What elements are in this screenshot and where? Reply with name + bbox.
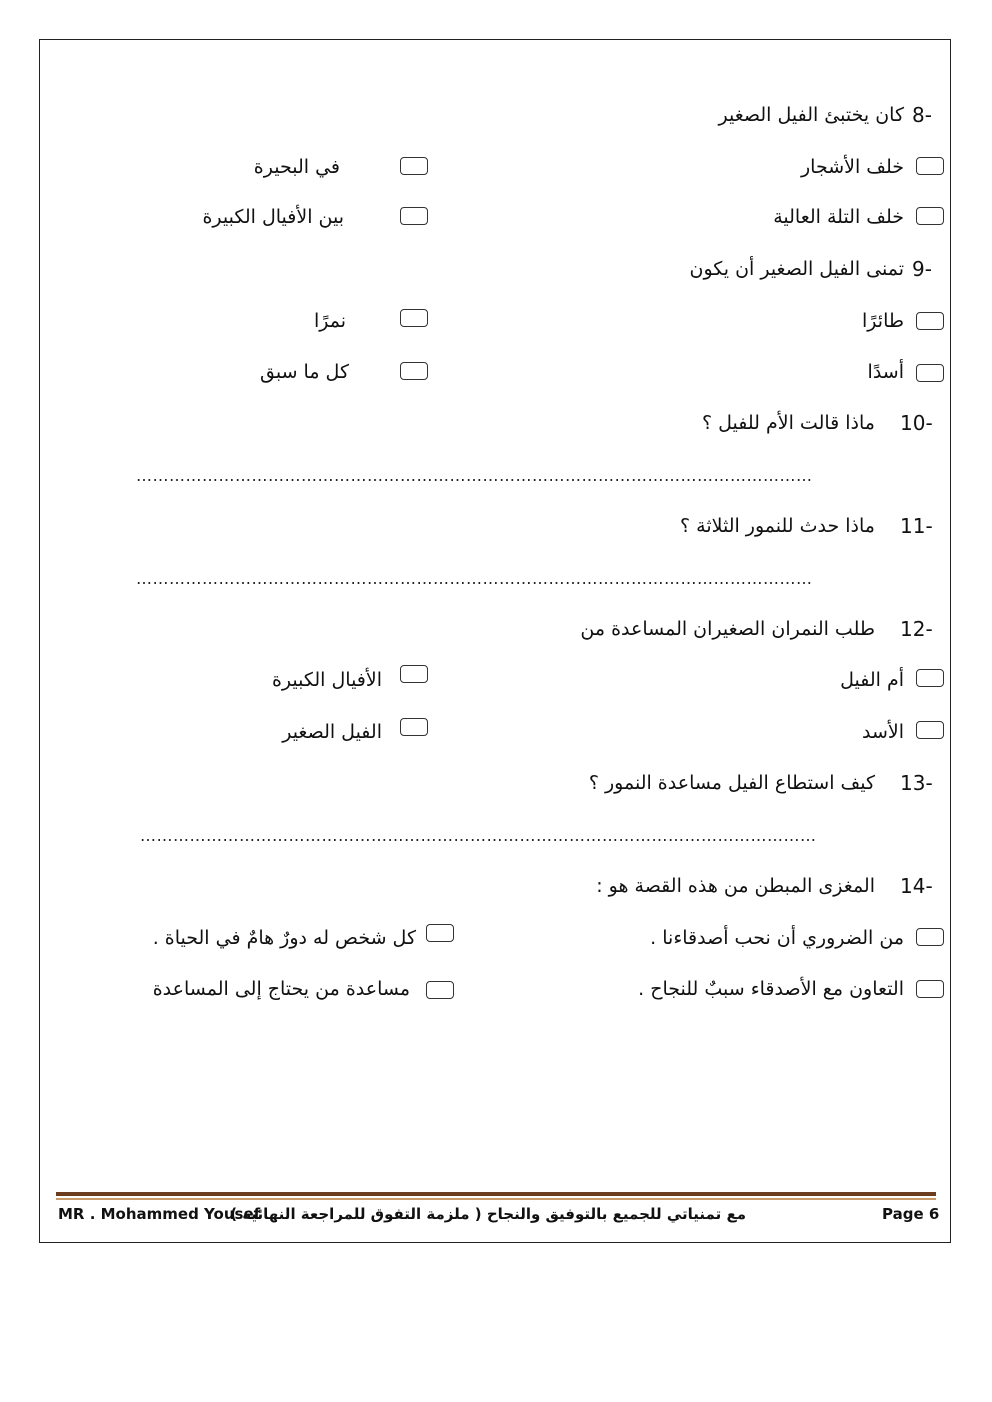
q13-number: 13-: [900, 771, 933, 795]
q13-text: كيف استطاع الفيل مساعدة النمور ؟: [588, 772, 875, 794]
q9-option3-label: أسدًا: [867, 361, 904, 383]
q12-option2-checkbox[interactable]: [400, 665, 428, 683]
q8-option4-label: بين الأفيال الكبيرة: [202, 206, 344, 228]
q10-number: 10-: [900, 411, 933, 435]
q14-option4-checkbox[interactable]: [426, 981, 454, 999]
q8-option3-checkbox[interactable]: [916, 207, 944, 225]
footer-page-number: Page 6: [882, 1205, 940, 1223]
q8-option2-checkbox[interactable]: [400, 157, 428, 175]
q9-option2-label: نمرًا: [313, 310, 346, 332]
q14-option3-label: التعاون مع الأصدقاء سببٌ للنجاح .: [638, 978, 904, 1000]
q14-number: 14-: [900, 874, 933, 898]
q9-option1-label: طائرًا: [862, 310, 904, 332]
q8-option1-label: خلف الأشجار: [800, 156, 904, 178]
q9-option2-checkbox[interactable]: [400, 309, 428, 327]
q8-text: كان يختبئ الفيل الصغير: [718, 104, 904, 126]
q14-option2-checkbox[interactable]: [426, 924, 454, 942]
q14-option2-label: كل شخص له دورٌ هامٌ في الحياة .: [152, 927, 416, 949]
q8-option3-label: خلف التلة العالية: [773, 206, 904, 228]
q13-answer-line[interactable]: ……………………………………………………………………………………………………………: [140, 826, 817, 845]
q12-option3-label: الأسد: [861, 721, 904, 743]
q14-option3-checkbox[interactable]: [916, 980, 944, 998]
q9-number: 9-: [912, 257, 932, 281]
q9-option3-checkbox[interactable]: [916, 364, 944, 382]
q11-answer-line[interactable]: ……………………………………………………………………………………………………………: [136, 569, 813, 588]
q14-option4-label: مساعدة من يحتاج إلى المساعدة: [152, 978, 410, 1000]
q14-text: المغزى المبطن من هذه القصة هو :: [596, 875, 875, 897]
q12-option4-checkbox[interactable]: [400, 718, 428, 736]
q14-option1-label: من الضروري أن نحب أصدقاءنا .: [650, 927, 904, 949]
q12-text: طلب النمران الصغيران المساعدة من: [580, 618, 875, 640]
q11-number: 11-: [900, 514, 933, 538]
q12-option1-checkbox[interactable]: [916, 669, 944, 687]
q8-option2-label: في البحيرة: [253, 156, 340, 178]
q8-option1-checkbox[interactable]: [916, 157, 944, 175]
q9-text: تمنى الفيل الصغير أن يكون: [689, 258, 904, 280]
q12-option4-label: الفيل الصغير: [282, 721, 382, 743]
q8-option4-checkbox[interactable]: [400, 207, 428, 225]
q9-option4-checkbox[interactable]: [400, 362, 428, 380]
q12-option3-checkbox[interactable]: [916, 721, 944, 739]
q12-number: 12-: [900, 617, 933, 641]
q9-option4-label: كل ما سبق: [260, 361, 349, 383]
q14-option1-checkbox[interactable]: [916, 928, 944, 946]
footer-author: MR . Mohammed Yousef: [58, 1205, 261, 1223]
q8-number: 8-: [912, 103, 932, 127]
footer-center-text: مع تمنياتي للجميع بالتوفيق والنجاح ( ملزمة التفوق للمراجعة النهائية ): [230, 1205, 746, 1223]
q12-option1-label: أم الفيل: [840, 669, 904, 691]
q9-option1-checkbox[interactable]: [916, 312, 944, 330]
q11-text: ماذا حدث للنمور الثلاثة ؟: [680, 515, 875, 537]
footer-rule-dark: [56, 1192, 936, 1196]
q10-answer-line[interactable]: ……………………………………………………………………………………………………………: [136, 466, 813, 485]
footer-rule-light: [56, 1198, 936, 1200]
q12-option2-label: الأفيال الكبيرة: [271, 669, 382, 691]
q10-text: ماذا قالت الأم للفيل ؟: [702, 412, 875, 434]
